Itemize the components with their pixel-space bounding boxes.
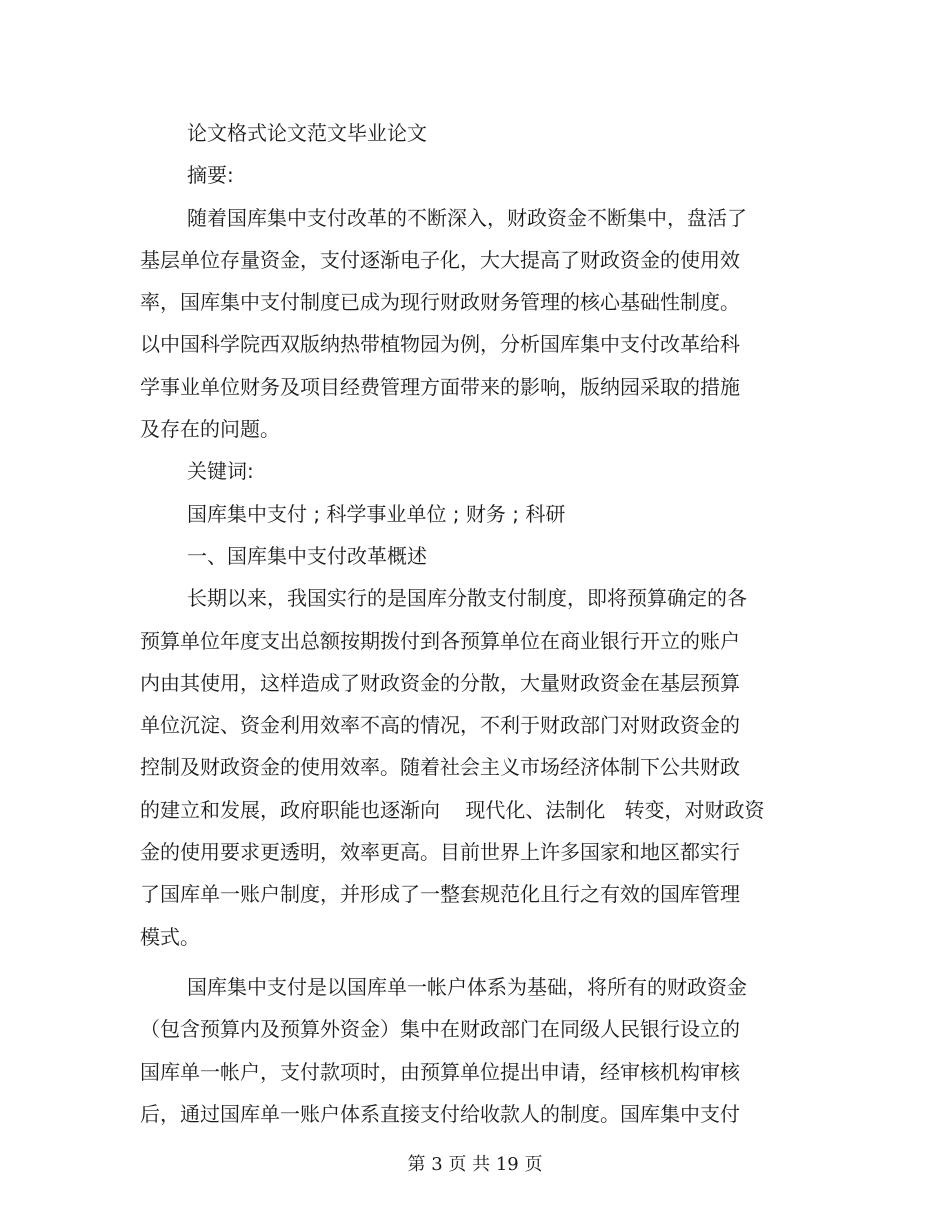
keywords-label: 关键词: [187,459,254,484]
text-line: 了国库单一账户制度，并形成了一整套规范化且行之有效的国库管理 [140,882,740,907]
abstract-paragraph [140,197,820,451]
text-line: 金的使用要求更透明，效率更高。目前世界上许多国家和地区都实行 [140,840,740,865]
text-line: 国库集中支付是以国库单一帐户体系为基础，将所有的财政资金 [187,974,747,999]
text-line: 随着国库集中支付改革的不断深入，财政资金不断集中，盘活了 [187,205,747,230]
text-line: 国库单一帐户，支付款项时，由预算单位提出申请，经审核机构审核 [140,1059,740,1084]
keywords-list: 国库集中支付 ; 科学事业单位 ; 财务 ; 科研 [187,501,566,526]
paragraph-1 [140,577,820,958]
text-line: 及存在的问题。 [140,417,280,442]
document-title: 论文格式论文范文毕业论文 [187,121,427,145]
text-line: 基层单位存量资金，支付逐渐电子化，大大提高了财政资金的使用效 [140,247,740,272]
text-line: 以中国科学院西双版纳热带植物园为例，分析国库集中支付改革给科 [140,332,740,357]
text-line: 模式。 [140,924,200,949]
text-line: 长期以来，我国实行的是国库分散支付制度，即将预算确定的各 [187,586,747,611]
text-line: （包含预算内及预算外资金）集中在财政部门在同级人民银行设立的 [140,1017,740,1042]
section-heading: 一、国库集中支付改革概述 [187,543,427,568]
abstract-label: 摘要: [187,163,234,188]
text-line: 内由其使用，这样造成了财政资金的分散，大量财政资金在基层预算 [140,670,740,695]
text-line: 预算单位年度支出总额按期拨付到各预算单位在商业银行开立的账户 [140,628,740,653]
document-body [140,112,820,1135]
text-line: 率，国库集中支付制度已成为现行财政财务管理的核心基础性制度。 [140,290,740,315]
text-line: 后，通过国库单一账户体系直接支付给收款人的制度。国库集中支付 [140,1101,740,1126]
paragraph-spacer [140,958,820,966]
text-line: 控制及财政资金的使用效率。随着社会主义市场经济体制下公共财政 [140,755,740,780]
text-line: 学事业单位财务及项目经费管理方面带来的影响，版纳园采取的措施 [140,374,740,399]
text-line: 单位沉淀、资金利用效率不高的情况，不利于财政部门对财政资金的 [140,713,740,738]
paragraph-2 [140,966,820,1135]
text-line: 的建立和发展，政府职能也逐渐向 现代化、法制化 转变，对财政资 [140,797,765,822]
page-number-footer: 第 3 页 共 19 页 [407,1154,543,1175]
